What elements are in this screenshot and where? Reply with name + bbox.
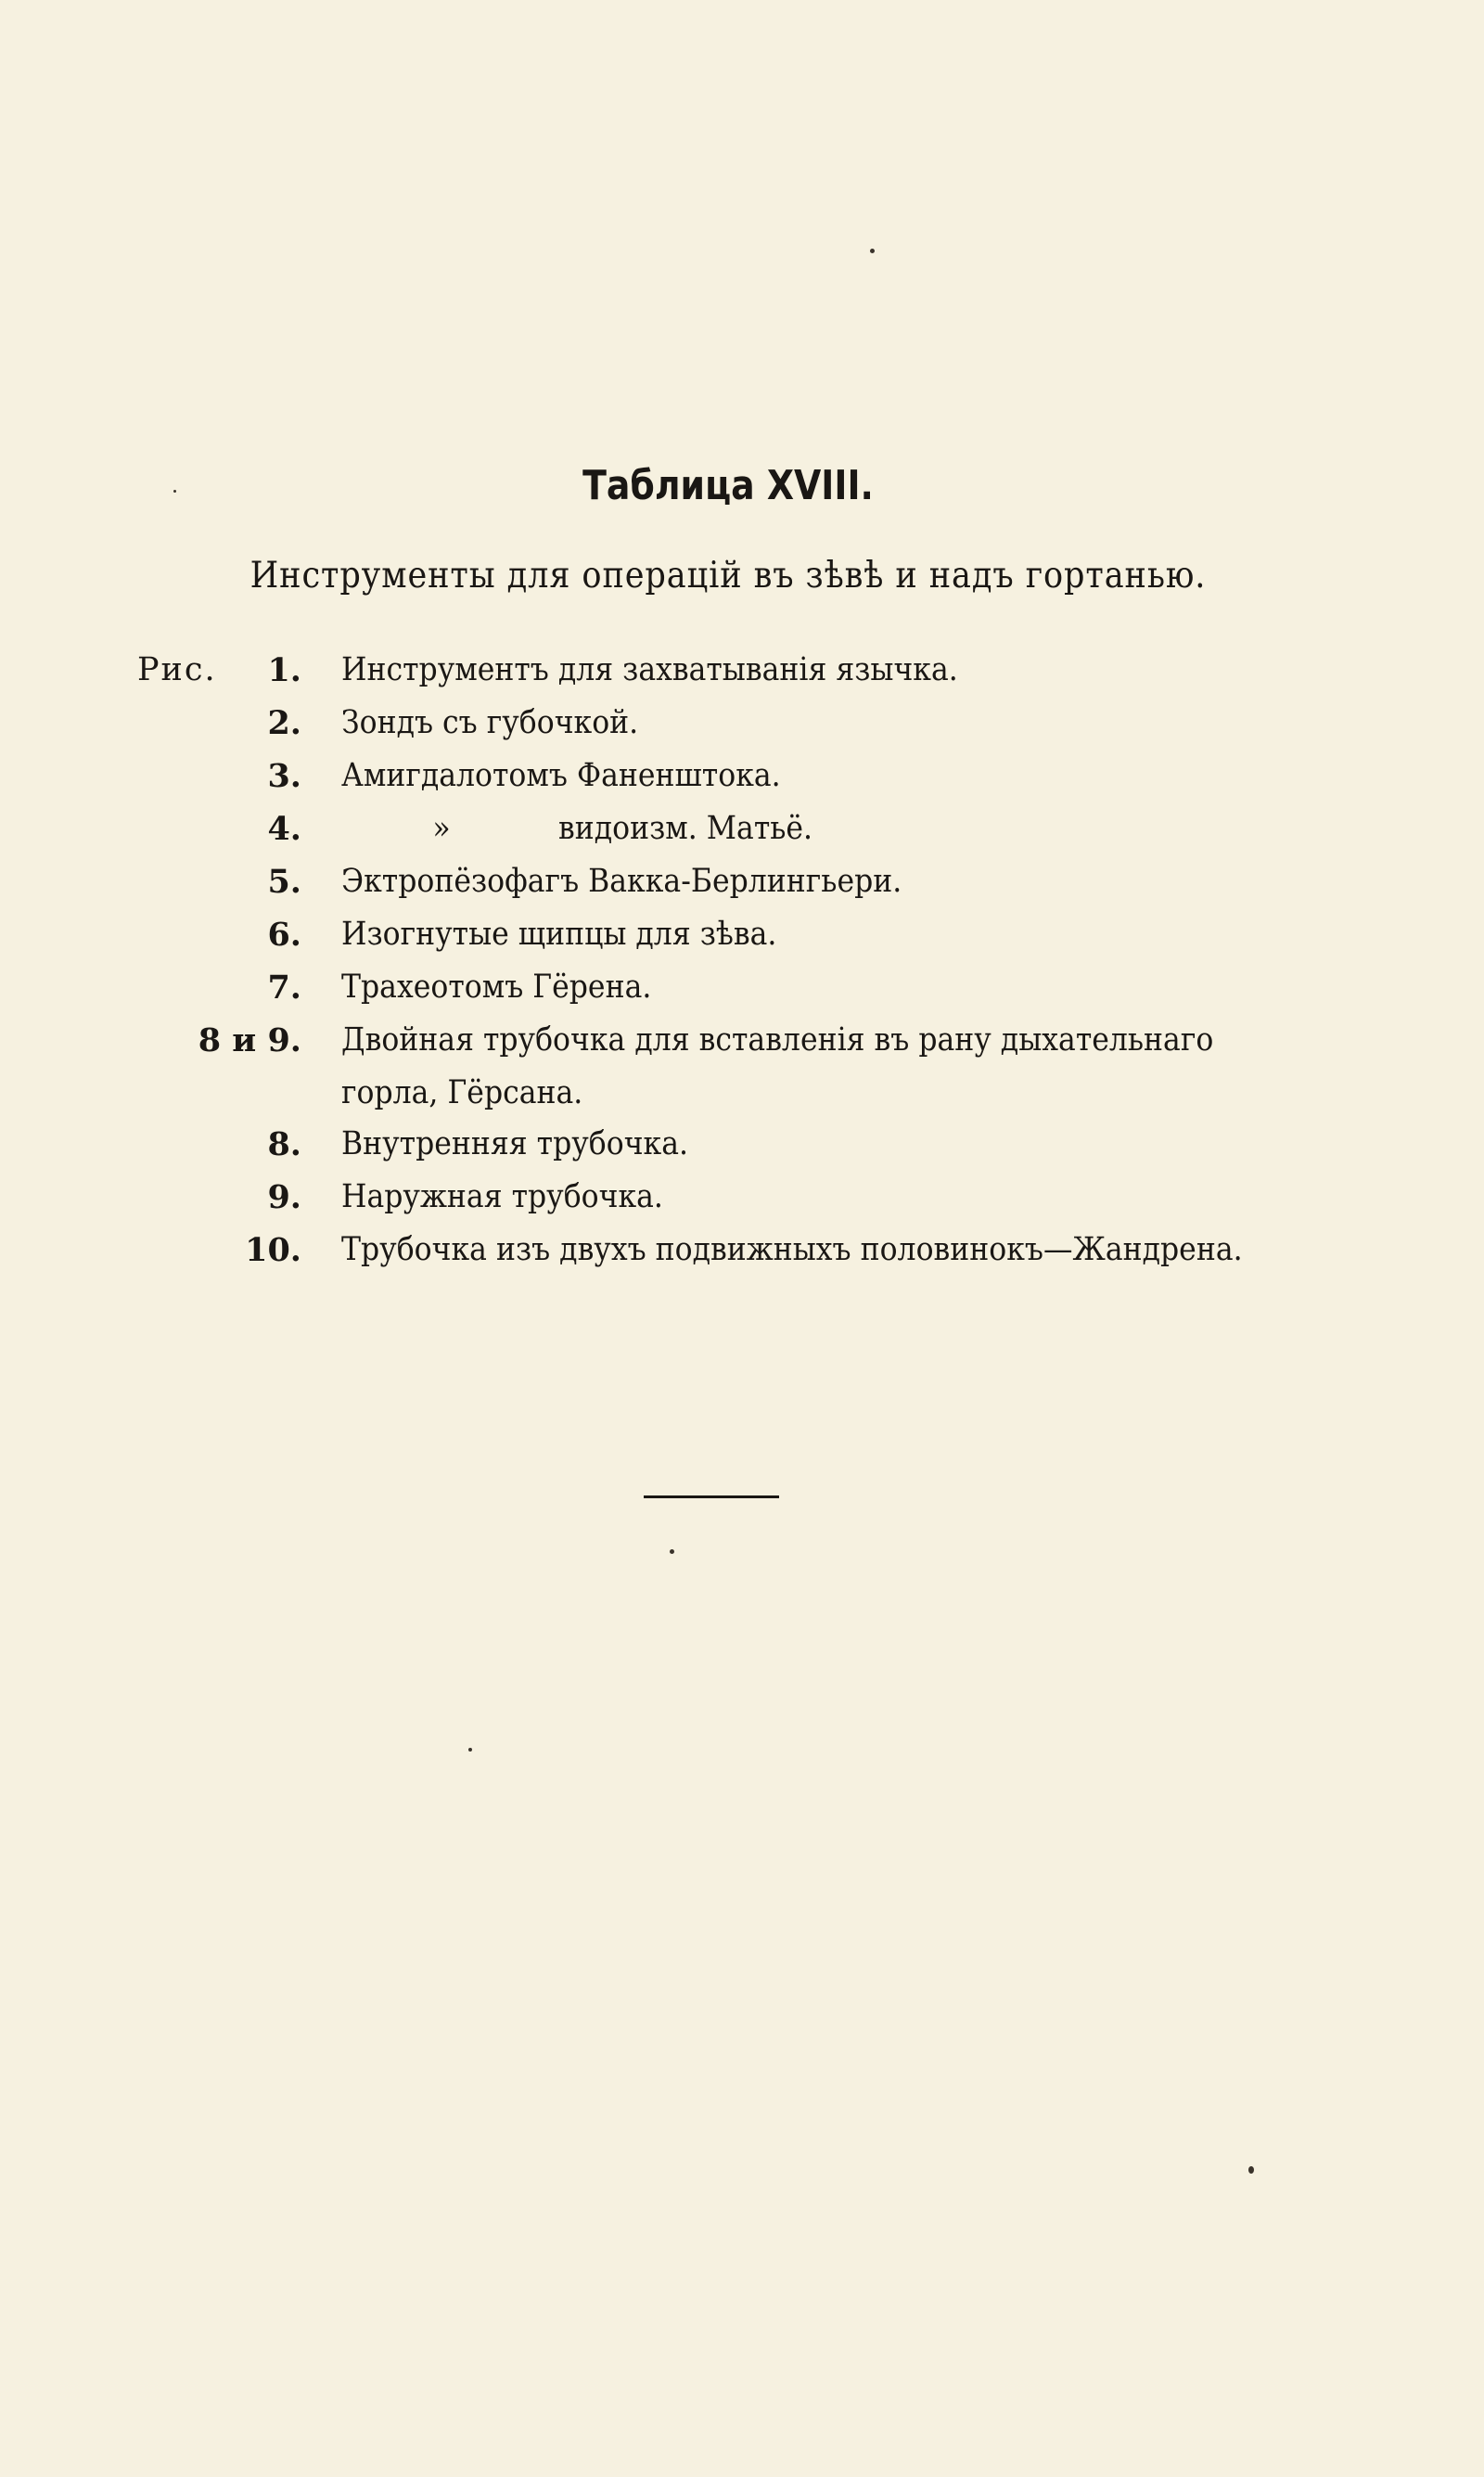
figure-number: 3. <box>267 757 301 795</box>
page-subtitle: Инструменты для операцій въ зѣвѣ и надъ гортанью. <box>249 555 1207 597</box>
section-divider <box>644 1495 779 1498</box>
figure-caption: Наружная трубочка. <box>341 1178 663 1215</box>
list-item <box>0 1118 1484 1171</box>
list-item <box>0 1014 1484 1118</box>
figure-prefix: Рис. <box>137 651 217 688</box>
paper-speck <box>173 490 176 493</box>
paper-speck <box>870 249 875 253</box>
figure-number: 7. <box>267 969 301 1007</box>
figure-number: 1. <box>267 651 301 689</box>
figure-list <box>0 644 1484 1277</box>
figure-caption-block <box>341 1014 1243 1120</box>
figure-caption: Двойная трубочка для вставленія въ рану дыхательнаго <box>341 1021 1214 1059</box>
list-item <box>0 802 1484 855</box>
list-item <box>0 750 1484 802</box>
figure-caption: Эктропёзофагъ Вакка-Берлингьери. <box>341 863 902 900</box>
figure-caption: Амигдалотомъ Фаненштока. <box>341 757 781 794</box>
figure-number: 5. <box>267 863 301 901</box>
list-item <box>0 908 1484 961</box>
figure-number: 2. <box>267 704 301 742</box>
list-item <box>0 1171 1484 1224</box>
figure-number: 4. <box>267 810 301 848</box>
figure-number: 8 и 9. <box>198 1021 301 1059</box>
figure-number: 9. <box>267 1178 301 1216</box>
figure-caption: видоизм. Матьё. <box>558 810 813 847</box>
figure-number: 8. <box>267 1125 301 1163</box>
figure-caption: Внутренняя трубочка. <box>341 1125 689 1162</box>
figure-number: 10. <box>245 1231 301 1269</box>
figure-number: 6. <box>267 916 301 954</box>
figure-caption-row <box>341 802 1243 855</box>
page-title: Таблица XVIII. <box>582 462 874 509</box>
list-item <box>0 855 1484 908</box>
figure-caption: Изогнутые щипцы для зѣва. <box>341 916 777 953</box>
list-item <box>0 644 1484 697</box>
list-item <box>0 697 1484 750</box>
list-item <box>0 961 1484 1014</box>
paper-speck <box>468 1748 472 1752</box>
figure-caption: Зондъ съ губочкой. <box>341 704 639 741</box>
paper-speck <box>1248 2166 1254 2174</box>
ditto-mark: » <box>432 810 451 847</box>
figure-caption: Трахеотомъ Гёрена. <box>341 969 652 1006</box>
paper-speck <box>670 1549 674 1554</box>
figure-caption: Трубочка изъ двухъ подвижныхъ половинокъ—Жандрена. <box>341 1231 1243 1268</box>
figure-caption-continuation: горла, Гёрсана. <box>341 1074 583 1111</box>
list-item <box>0 1224 1484 1277</box>
figure-caption: Инструментъ для захватыванія язычка. <box>341 651 958 688</box>
